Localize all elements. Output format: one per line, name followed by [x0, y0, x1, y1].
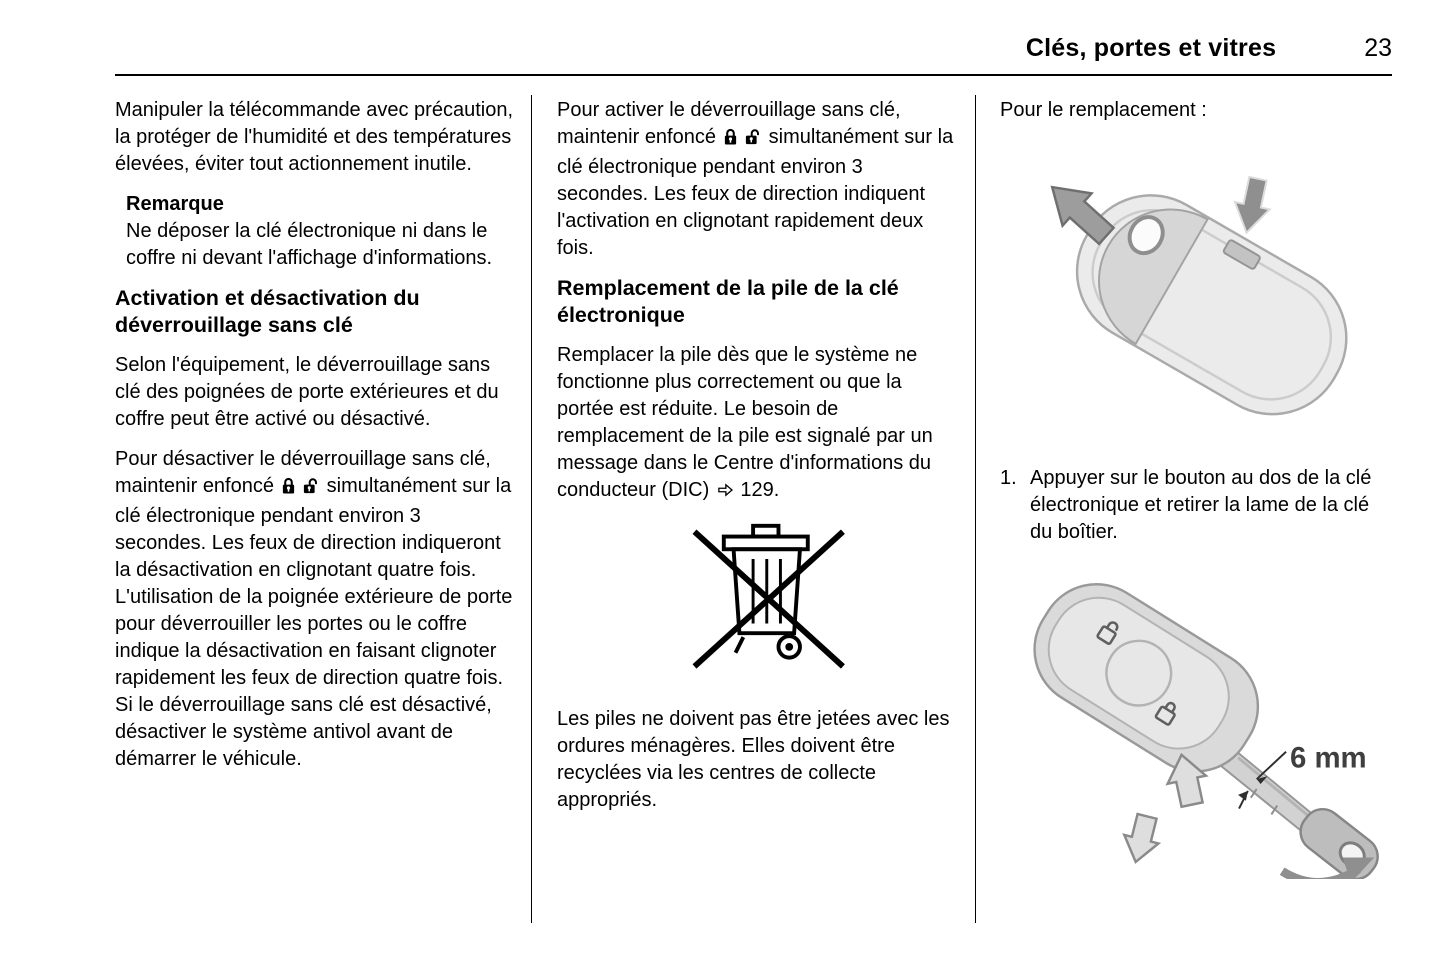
paragraph-activate-keyless — [557, 97, 957, 262]
step-number: 1. — [1000, 467, 1017, 489]
lock-closed-icon — [281, 476, 296, 503]
key-blade-removal-illustration — [1000, 556, 1392, 879]
lock-open-icon — [303, 476, 320, 503]
battery-disposal-icon — [659, 518, 855, 684]
paragraph-battery-when — [557, 342, 957, 505]
column-3 — [1000, 97, 1392, 901]
paragraph-text-after: simultanément sur la clé électronique pendant environ 3 secondes. Les feux de direction indiquent l'activation en clignotant rapidement deux fois. — [557, 126, 954, 259]
note-title: Remarque — [126, 193, 224, 215]
step-1 — [1000, 465, 1392, 546]
lock-open-icon — [745, 127, 762, 154]
column-1 — [115, 97, 515, 786]
chapter-title: Clés, portes et vitres — [1025, 34, 1277, 62]
page-number: 23 — [1364, 34, 1392, 62]
column-divider-2 — [975, 95, 976, 923]
page-reference-number: 129. — [740, 479, 780, 501]
page-header — [115, 34, 1392, 63]
heading-activation-deactivation: Activation et désactivation du déverrouillage sans clé — [115, 286, 420, 337]
key-fob-cover-figure — [1000, 137, 1392, 451]
dimension-label: 6 mm — [1289, 741, 1367, 775]
key-blade-figure — [1000, 556, 1392, 887]
paragraph-text-before: Remplacer la pile dès que le système ne fonctionne plus correctement ou que la portée est réduite. Le besoin de remplacement de la pile est signalé par un message dans le Centre d'informations du conducteur (DIC) — [557, 344, 933, 501]
note-body: Ne déposer la clé électronique ni dans le coffre ni devant l'affichage d'informations. — [126, 220, 493, 269]
paragraph-deactivate-keyless — [115, 446, 515, 773]
paragraph-keyless-overview: Selon l'équipement, le déverrouillage sans clé des poignées de porte extérieures et du coffre peut être activé ou désactivé. — [115, 354, 499, 430]
heading-battery-replacement: Remplacement de la pile de la clé électronique — [557, 276, 899, 327]
paragraph-replacement-intro: Pour le remplacement : — [1000, 99, 1207, 121]
press-button-arrow-icon — [1229, 175, 1275, 236]
column-2 — [557, 97, 957, 827]
step-text: Appuyer sur le bouton au dos de la clé électronique et retirer la lame de la clé du boîtier. — [1030, 467, 1372, 543]
key-fob-cover-removal-illustration — [1000, 137, 1384, 443]
paragraph-battery-disposal: Les piles ne doivent pas être jetées avec les ordures ménagères. Elles doivent être recyclées via les centres de collecte appropriés. — [557, 708, 950, 811]
paragraph-text-after: simultanément sur la clé électronique pendant environ 3 secondes. Les feux de direction indiqueront la désactivation en clignotant quatre fois. L'utilisation de la poignée extérieure de porte pour déverrouiller les portes ou le coffre indique la désactivation en faisant clignoter rapidement les feux de direction quatre fois. Si le déverrouillage sans clé est désactivé, désactiver le système antivol avant de démarrer le véhicule. — [115, 475, 513, 770]
paragraph-text-before: Pour activer le déverrouillage sans clé, maintenir enfoncé — [557, 99, 901, 148]
page-reference-arrow-icon — [717, 478, 733, 505]
paragraph-text-before: Pour désactiver le déverrouillage sans clé, maintenir enfoncé — [115, 448, 491, 497]
note-block — [126, 191, 515, 272]
header-rule — [115, 74, 1392, 76]
paragraph-remote-care: Manipuler la télécommande avec précaution, la protéger de l'humidité et des températures élevées, éviter tout actionnement inutile. — [115, 99, 513, 175]
lock-closed-icon — [723, 127, 738, 154]
release-arrow-icon — [1119, 812, 1165, 866]
column-divider-1 — [531, 95, 532, 923]
battery-disposal-figure — [557, 518, 957, 692]
